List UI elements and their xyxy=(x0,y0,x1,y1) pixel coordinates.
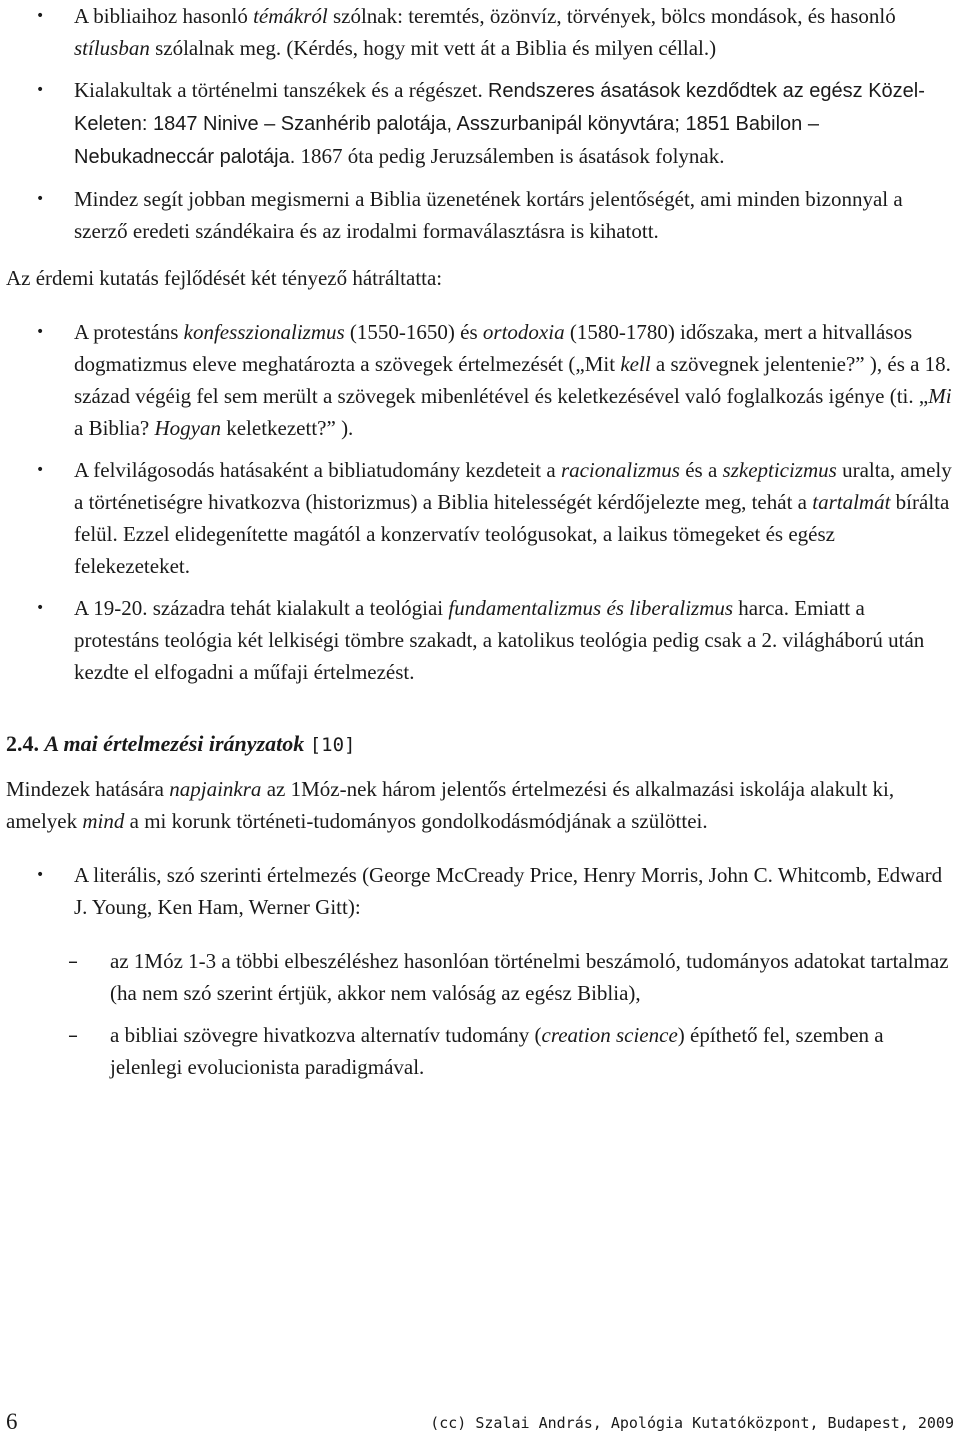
text-run: Mindez segít jobban megismerni a Biblia üzenetének kortárs jelentőségét, ami minden bizonnyal a szerző eredeti szándékaira és az irodalmi formaválasztásra is kihatott. xyxy=(74,187,903,243)
obstacles-intro: Az érdemi kutatás fejlődését két tényező hátráltatta: xyxy=(6,266,443,290)
text-run: A literális, szó szerinti értelmezés (George McCready Price, Henry Morris, John C. Whitcomb, Edward J. Young, Ken Ham, Werner Gitt): xyxy=(74,863,943,919)
text-run: (1580-1780) időszaka, mert a hitvallásos dogmatizmus eleve meghatározta a szövegek értelmezését („Mit xyxy=(74,320,913,376)
section-number: 2.4. xyxy=(6,731,39,756)
italic-run: racionalizmus xyxy=(560,458,680,482)
text-run: a szövegnek jelentenie?” ), és a 18. század végéig fel sem merült a szövegek mibenlétével és keletkezésével való foglalkozás igénye (ti. „ xyxy=(74,352,951,408)
text-run: uralta, amely a történetiségre hivatkozva (historizmus) a Biblia hitelességét kérdőjelezte meg, tehát a xyxy=(74,458,952,514)
list-item xyxy=(6,74,954,173)
footer-credit: (cc) Szalai András, Apológia Kutatóközpont, Budapest, 2009 xyxy=(430,1414,954,1432)
text-run: 1867 óta pedig Jeruzsálemben is ásatások folynak. xyxy=(295,144,725,168)
text-run: harca. Emiatt a protestáns teológia két lelkiségi tömbre szakadt, a katolikus teológia pedig csak a 2. világháború után kezdte el elfogadni a műfaji értelmezést. xyxy=(74,596,925,684)
text-run: a bibliai szövegre hivatkozva alternatív tudomány ( xyxy=(110,1023,542,1047)
text-run: (1550-1650) és xyxy=(344,320,483,344)
italic-run: creation science xyxy=(541,1023,678,1047)
intro-bullet-list xyxy=(6,0,954,247)
section-title: A mai értelmezési irányzatok xyxy=(44,731,305,756)
italic-run: témákról xyxy=(253,4,328,28)
dash-list xyxy=(6,945,954,1083)
text-run: az 1Móz-nek három jelentős értelmezési és alkalmazási iskolája alakult ki, amelyek xyxy=(6,777,895,833)
list-item xyxy=(6,0,954,64)
page-number: 6 xyxy=(6,1409,18,1434)
section-reference: [10] xyxy=(309,734,356,756)
page-body xyxy=(6,0,954,1083)
list-item xyxy=(6,592,954,688)
obstacle-bullet-list xyxy=(6,316,954,688)
text-run: Mindezek hatására xyxy=(6,777,170,801)
section-paragraph xyxy=(6,773,954,837)
text-run: szólalnak meg. (Kérdés, hogy mit vett át a Biblia és milyen céllal.) xyxy=(149,36,717,60)
bullet-icon: • xyxy=(36,600,45,616)
text-run: A felvilágosodás hatásaként a bibliatudomány kezdeteit a xyxy=(74,458,561,482)
page-footer xyxy=(6,1408,954,1436)
list-item xyxy=(6,859,954,923)
text-run: a Biblia? xyxy=(74,416,155,440)
text-run: keletkezett?” ). xyxy=(220,416,354,440)
section-heading xyxy=(6,728,954,761)
bullet-icon: • xyxy=(36,867,45,883)
bullet-icon: • xyxy=(36,462,45,478)
list-item xyxy=(6,945,954,1009)
text-run: szólnak: teremtés, özönvíz, törvények, bölcs mondások, és hasonló xyxy=(327,4,896,28)
bullet-icon: • xyxy=(36,8,45,24)
dash-icon: – xyxy=(68,1023,78,1047)
list-item xyxy=(6,316,954,444)
sans-text-run: Rendszeres ásatások kezdődtek az egész Közel-Keleten: 1847 Ninive – Szanhérib palotája, Asszurbanipál könyvtára; 1851 Babilon – Nebukadneccár palotája. xyxy=(74,80,925,168)
text-run: A 19-20. századra tehát kialakult a teológiai xyxy=(74,596,449,620)
bullet-icon: • xyxy=(36,324,45,340)
text-run: bírálta felül. Ezzel elidegenítette magától a konzervatív teológusokat, a laikus tömegeket és egész felekezeteket. xyxy=(74,490,950,578)
text-run: a mi korunk történeti-tudományos gondolkodásmódjának a szülöttei. xyxy=(124,809,708,833)
text-run: és a xyxy=(679,458,723,482)
italic-run: Hogyan xyxy=(154,416,221,440)
text-run: ) építhető fel, szemben a jelenlegi evolucionista paradigmával. xyxy=(110,1023,884,1079)
bullet-icon: • xyxy=(36,82,45,98)
italic-run: ortodoxia xyxy=(482,320,565,344)
text-run: A protestáns xyxy=(74,320,184,344)
italic-run: kell xyxy=(620,352,651,376)
text-run: az 1Móz 1-3 a többi elbeszéléshez hasonlóan történelmi beszámoló, tudományos adatokat tartalmaz (ha nem szó szerint értjük, akkor nem valóság az egész Biblia), xyxy=(110,949,949,1005)
italic-run: szkepticizmus xyxy=(722,458,837,482)
italic-run: napjainkra xyxy=(169,777,262,801)
italic-run: Mi xyxy=(928,384,952,408)
dash-icon: – xyxy=(68,949,78,973)
italic-run: fundamentalizmus és liberalizmus xyxy=(448,596,734,620)
text-run: A bibliaihoz hasonló xyxy=(74,4,254,28)
italic-run: konfesszionalizmus xyxy=(183,320,345,344)
list-item xyxy=(6,183,954,247)
interpretation-bullet-list xyxy=(6,859,954,923)
italic-run: tartalmát xyxy=(812,490,891,514)
list-item xyxy=(6,1019,954,1083)
italic-run: stílusban xyxy=(74,36,150,60)
list-item xyxy=(6,454,954,582)
italic-run: mind xyxy=(82,809,125,833)
text-run: Kialakultak a történelmi tanszékek és a régészet. xyxy=(74,78,488,102)
bullet-icon: • xyxy=(36,191,45,207)
